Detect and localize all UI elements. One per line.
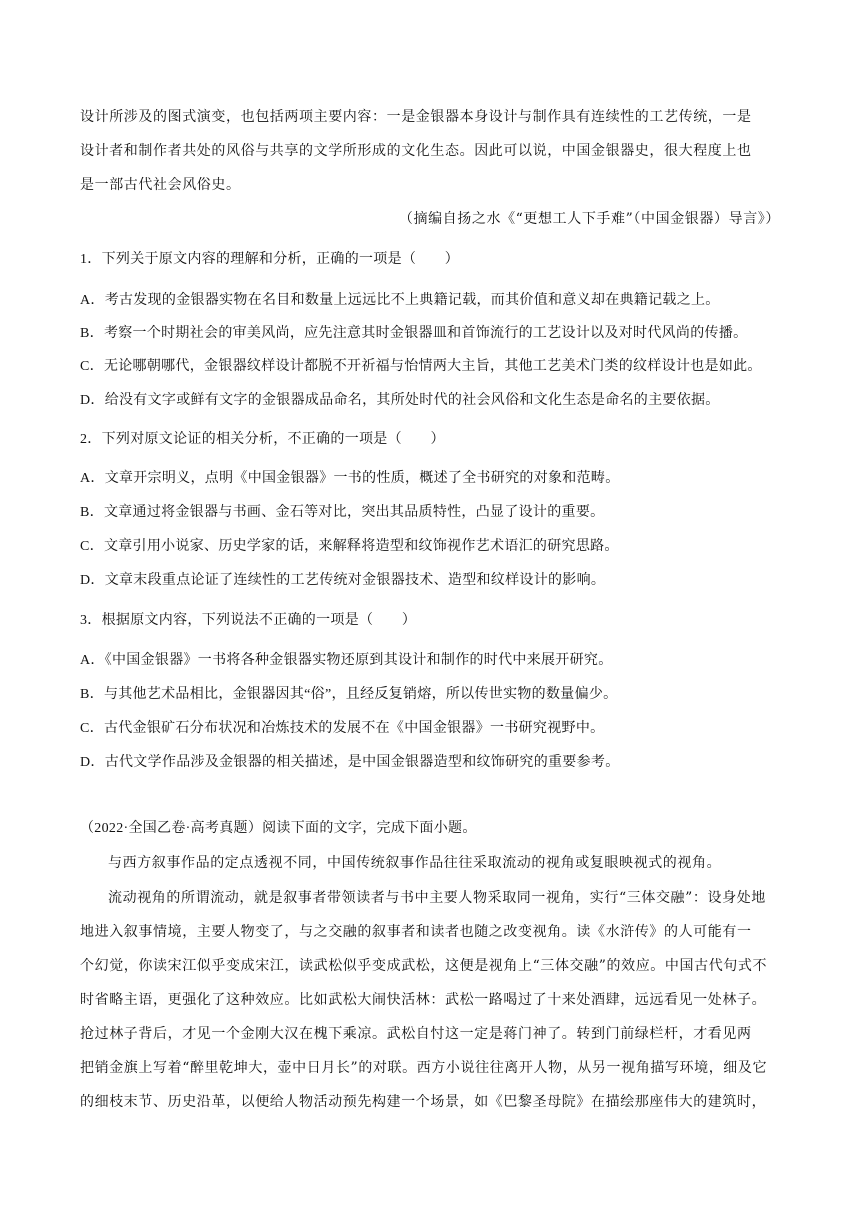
question-1-option-c: C．无论哪朝哪代，金银器纹样设计都脱不开祈福与怡情两大主旨，其他工艺美术门类的纹样设计也是如此。 [80, 359, 762, 374]
question-2-option-d: D．文章末段重点论证了连续性的工艺传统对金银器技术、造型和纹样设计的影响。 [80, 573, 606, 588]
question-3-option-b: B．与其他艺术品相比，金银器因其“俗”，且经反复销熔，所以传世实物的数量偏少。 [80, 687, 618, 702]
passage-header: （2022·全国乙卷·高考真题）阅读下面的文字，完成下面小题。 [80, 821, 477, 836]
question-3-option-d: D．古代文学作品涉及金银器的相关描述，是中国金银器造型和纹饰研究的重要参考。 [80, 755, 620, 770]
passage-line: 设计者和制作者共处的风俗与共享的文学所形成的文化生态。因此可以说，中国金银器史，很大程度上也 [80, 143, 752, 159]
passage-source: （摘编自扬之水《“更想工人下手难”（中国金银器）导言》） [398, 211, 780, 227]
question-2-option-a: A．文章开宗明义，点明《中国金银器》一书的性质，概述了全书研究的对象和范畴。 [80, 471, 620, 486]
question-3-option-a: A．《中国金银器》一书将各种金银器实物还原到其设计和制作的时代中来展开研究。 [80, 653, 613, 668]
passage-paragraph-2-line: 抢过林子背后，才见一个金刚大汉在槐下乘凉。武松自忖这一定是蒋门神了。转到门前绿栏杆，才看见两 [80, 1026, 752, 1042]
question-stem-3: 3．根据原文内容，下列说法不正确的一项是（ ） [80, 613, 417, 628]
passage-paragraph-2-line: 把销金旗上写着“醉里乾坤大，壶中日月长”的对联。西方小说往往离开人物，从另一视角描写环境，细及它 [80, 1060, 768, 1076]
passage-paragraph-1: 与西方叙事作品的定点透视不同，中国传统叙事作品往往采取流动的视角或复眼映视式的视角。 [108, 855, 722, 871]
passage-paragraph-2-line: 的细枝末节、历史沿革，以便给人物活动预先构建一个场景，如《巴黎圣母院》在描绘那座伟大的建筑时， [80, 1094, 767, 1110]
question-1-option-a: A．考古发现的金银器实物在名目和数量上远远比不上典籍记载，而其价值和意义却在典籍记载之上。 [80, 293, 720, 308]
question-1-option-d: D．给没有文字或鲜有文字的金银器成品命名，其所处时代的社会风俗和文化生态是命名的主要依据。 [80, 393, 720, 408]
passage-paragraph-2-line: 时省略主语，更强化了这种效应。比如武松大闹快活林：武松一路喝过了十来处酒肆，远远看见一处林子。 [80, 992, 767, 1008]
passage-line: 是一部古代社会风俗史。 [80, 177, 241, 193]
question-3-option-c: C．古代金银矿石分布状况和冶炼技术的发展不在《中国金银器》一书研究视野中。 [80, 721, 605, 736]
question-2-option-c: C．文章引用小说家、历史学家的话，来解释将造型和纹饰视作艺术语汇的研究思路。 [80, 539, 619, 554]
passage-paragraph-2-line: 流动视角的所谓流动，就是叙事者带领读者与书中主要人物采取同一视角，实行“三体交融”：设身处地 [108, 890, 766, 906]
question-2-option-b: B．文章通过将金银器与书画、金石等对比，突出其品质特性，凸显了设计的重要。 [80, 505, 605, 520]
passage-paragraph-2-line: 地进入叙事情境，主要人物变了，与之交融的叙事者和读者也随之改变视角。读《水浒传》的人可能有一 [80, 924, 752, 940]
passage-line: 设计所涉及的图式演变，也包括两项主要内容：一是金银器本身设计与制作具有连续性的工艺传统，一是 [80, 109, 752, 125]
question-stem-2: 2．下列对原文论证的相关分析，不正确的一项是（ ） [80, 432, 445, 447]
question-1-option-b: B．考察一个时期社会的审美风尚，应先注意其时金银器皿和首饰流行的工艺设计以及对时代风尚的传播。 [80, 326, 748, 341]
question-stem-1: 1．下列关于原文内容的理解和分析，正确的一项是（ ） [80, 252, 460, 267]
passage-paragraph-2-line: 个幻觉，你读宋江似乎变成宋江，读武松似乎变成武松，这便是视角上“三体交融”的效应。中国古代句式不 [80, 958, 768, 974]
